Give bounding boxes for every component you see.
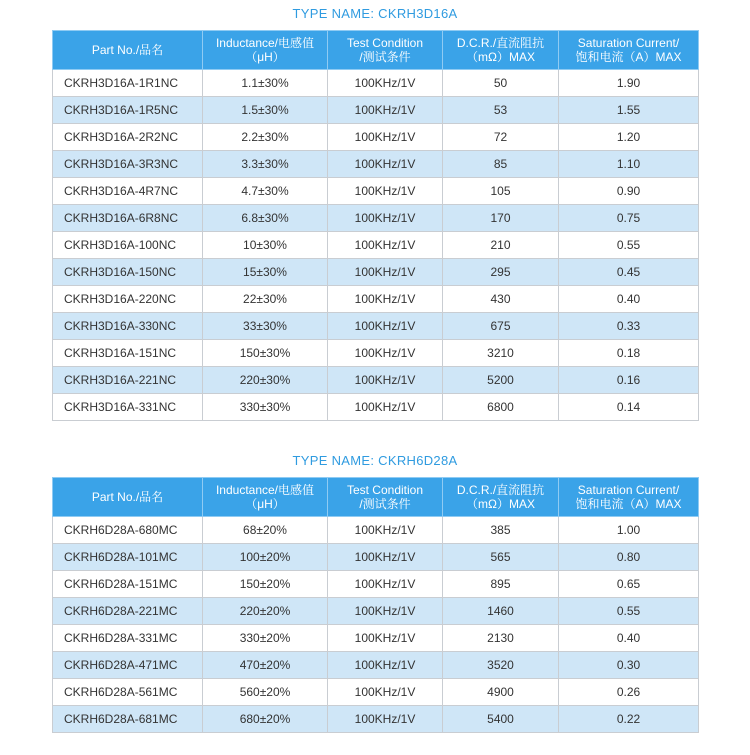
spec-table-ckrh6d28a: [52, 477, 699, 733]
test-condition-cell: 100KHz/1V: [328, 340, 443, 367]
dcr-cell: 1460: [443, 598, 559, 625]
dcr-cell: 2130: [443, 625, 559, 652]
table-row: [53, 286, 699, 313]
header-saturation-current: Saturation Current/ 饱和电流（A）MAX: [559, 31, 699, 70]
inductance-cell: 150±20%: [203, 571, 328, 598]
table-header-row: [53, 478, 699, 517]
test-condition-cell: 100KHz/1V: [328, 259, 443, 286]
saturation-current-cell: 0.65: [559, 571, 699, 598]
table-row: [53, 124, 699, 151]
inductance-cell: 68±20%: [203, 517, 328, 544]
dcr-cell: 3520: [443, 652, 559, 679]
header-dcr: D.C.R./直流阻抗 （mΩ）MAX: [443, 478, 559, 517]
part-number-cell: CKRH3D16A-4R7NC: [53, 178, 203, 205]
inductance-cell: 220±20%: [203, 598, 328, 625]
saturation-current-cell: 0.40: [559, 286, 699, 313]
dcr-cell: 72: [443, 124, 559, 151]
type-name-title: TYPE NAME: CKRH6D28A: [292, 453, 458, 468]
part-number-cell: CKRH3D16A-1R5NC: [53, 97, 203, 124]
header-inductance: Inductance/电感值 （μH）: [203, 31, 328, 70]
part-number-cell: CKRH3D16A-3R3NC: [53, 151, 203, 178]
dcr-cell: 105: [443, 178, 559, 205]
test-condition-cell: 100KHz/1V: [328, 151, 443, 178]
part-number-cell: CKRH3D16A-2R2NC: [53, 124, 203, 151]
dcr-cell: 85: [443, 151, 559, 178]
part-number-cell: CKRH3D16A-151NC: [53, 340, 203, 367]
type-name-title: TYPE NAME: CKRH3D16A: [292, 6, 458, 21]
header-saturation-current: Saturation Current/ 饱和电流（A）MAX: [559, 478, 699, 517]
table-row: [53, 544, 699, 571]
dcr-cell: 5400: [443, 706, 559, 733]
inductance-cell: 150±30%: [203, 340, 328, 367]
part-number-cell: CKRH6D28A-221MC: [53, 598, 203, 625]
saturation-current-cell: 0.40: [559, 625, 699, 652]
saturation-current-cell: 0.45: [559, 259, 699, 286]
inductance-cell: 330±30%: [203, 394, 328, 421]
inductance-cell: 1.1±30%: [203, 70, 328, 97]
saturation-current-cell: 1.00: [559, 517, 699, 544]
table-row: [53, 571, 699, 598]
part-number-cell: CKRH3D16A-330NC: [53, 313, 203, 340]
part-number-cell: CKRH6D28A-561MC: [53, 679, 203, 706]
table-row: [53, 517, 699, 544]
part-number-cell: CKRH6D28A-471MC: [53, 652, 203, 679]
part-number-cell: CKRH3D16A-100NC: [53, 232, 203, 259]
test-condition-cell: 100KHz/1V: [328, 70, 443, 97]
part-number-cell: CKRH6D28A-681MC: [53, 706, 203, 733]
part-number-cell: CKRH6D28A-101MC: [53, 544, 203, 571]
inductance-cell: 4.7±30%: [203, 178, 328, 205]
saturation-current-cell: 1.90: [559, 70, 699, 97]
saturation-current-cell: 0.33: [559, 313, 699, 340]
saturation-current-cell: 0.80: [559, 544, 699, 571]
dcr-cell: 565: [443, 544, 559, 571]
dcr-cell: 6800: [443, 394, 559, 421]
test-condition-cell: 100KHz/1V: [328, 544, 443, 571]
table-row: [53, 340, 699, 367]
part-number-cell: CKRH6D28A-151MC: [53, 571, 203, 598]
inductance-cell: 680±20%: [203, 706, 328, 733]
test-condition-cell: 100KHz/1V: [328, 313, 443, 340]
table-row: [53, 625, 699, 652]
saturation-current-cell: 0.55: [559, 232, 699, 259]
part-number-cell: CKRH3D16A-1R1NC: [53, 70, 203, 97]
test-condition-cell: 100KHz/1V: [328, 178, 443, 205]
header-test-condition: Test Condition /测试条件: [328, 31, 443, 70]
inductance-cell: 330±20%: [203, 625, 328, 652]
saturation-current-cell: 0.30: [559, 652, 699, 679]
saturation-current-cell: 0.90: [559, 178, 699, 205]
part-number-cell: CKRH3D16A-220NC: [53, 286, 203, 313]
test-condition-cell: 100KHz/1V: [328, 571, 443, 598]
table-row: [53, 205, 699, 232]
test-condition-cell: 100KHz/1V: [328, 625, 443, 652]
table-row: [53, 598, 699, 625]
part-number-cell: CKRH3D16A-150NC: [53, 259, 203, 286]
dcr-cell: 50: [443, 70, 559, 97]
inductance-cell: 470±20%: [203, 652, 328, 679]
dcr-cell: 53: [443, 97, 559, 124]
header-inductance: Inductance/电感值 （μH）: [203, 478, 328, 517]
inductance-cell: 3.3±30%: [203, 151, 328, 178]
test-condition-cell: 100KHz/1V: [328, 97, 443, 124]
inductance-cell: 2.2±30%: [203, 124, 328, 151]
dcr-cell: 385: [443, 517, 559, 544]
dcr-cell: 210: [443, 232, 559, 259]
spec-table-ckrh3d16a: [52, 30, 699, 421]
saturation-current-cell: 0.14: [559, 394, 699, 421]
saturation-current-cell: 1.55: [559, 97, 699, 124]
test-condition-cell: 100KHz/1V: [328, 706, 443, 733]
part-number-cell: CKRH6D28A-331MC: [53, 625, 203, 652]
table-row: [53, 679, 699, 706]
saturation-current-cell: 0.16: [559, 367, 699, 394]
dcr-cell: 5200: [443, 367, 559, 394]
saturation-current-cell: 0.75: [559, 205, 699, 232]
test-condition-cell: 100KHz/1V: [328, 124, 443, 151]
saturation-current-cell: 1.20: [559, 124, 699, 151]
dcr-cell: 4900: [443, 679, 559, 706]
part-number-cell: CKRH3D16A-6R8NC: [53, 205, 203, 232]
test-condition-cell: 100KHz/1V: [328, 367, 443, 394]
table-row: [53, 232, 699, 259]
inductance-cell: 33±30%: [203, 313, 328, 340]
test-condition-cell: 100KHz/1V: [328, 286, 443, 313]
saturation-current-cell: 0.55: [559, 598, 699, 625]
part-number-cell: CKRH3D16A-331NC: [53, 394, 203, 421]
dcr-cell: 430: [443, 286, 559, 313]
saturation-current-cell: 0.18: [559, 340, 699, 367]
test-condition-cell: 100KHz/1V: [328, 652, 443, 679]
inductance-cell: 6.8±30%: [203, 205, 328, 232]
inductance-cell: 220±30%: [203, 367, 328, 394]
dcr-cell: 895: [443, 571, 559, 598]
part-number-cell: CKRH3D16A-221NC: [53, 367, 203, 394]
header-part-no: Part No./品名: [53, 478, 203, 517]
inductance-cell: 22±30%: [203, 286, 328, 313]
dcr-cell: 295: [443, 259, 559, 286]
header-test-condition: Test Condition /测试条件: [328, 478, 443, 517]
test-condition-cell: 100KHz/1V: [328, 517, 443, 544]
test-condition-cell: 100KHz/1V: [328, 679, 443, 706]
inductance-cell: 1.5±30%: [203, 97, 328, 124]
table-row: [53, 97, 699, 124]
saturation-current-cell: 0.26: [559, 679, 699, 706]
inductance-cell: 10±30%: [203, 232, 328, 259]
inductance-cell: 560±20%: [203, 679, 328, 706]
table-row: [53, 367, 699, 394]
saturation-current-cell: 0.22: [559, 706, 699, 733]
table-row: [53, 151, 699, 178]
test-condition-cell: 100KHz/1V: [328, 598, 443, 625]
saturation-current-cell: 1.10: [559, 151, 699, 178]
table-row: [53, 178, 699, 205]
table-row: [53, 70, 699, 97]
inductance-cell: 100±20%: [203, 544, 328, 571]
table-row: [53, 652, 699, 679]
header-dcr: D.C.R./直流阻抗 （mΩ）MAX: [443, 31, 559, 70]
dcr-cell: 170: [443, 205, 559, 232]
test-condition-cell: 100KHz/1V: [328, 205, 443, 232]
table-row: [53, 259, 699, 286]
dcr-cell: 3210: [443, 340, 559, 367]
test-condition-cell: 100KHz/1V: [328, 232, 443, 259]
table-row: [53, 706, 699, 733]
table-header-row: [53, 31, 699, 70]
part-number-cell: CKRH6D28A-680MC: [53, 517, 203, 544]
dcr-cell: 675: [443, 313, 559, 340]
table-row: [53, 394, 699, 421]
inductance-cell: 15±30%: [203, 259, 328, 286]
test-condition-cell: 100KHz/1V: [328, 394, 443, 421]
header-part-no: Part No./品名: [53, 31, 203, 70]
table-row: [53, 313, 699, 340]
